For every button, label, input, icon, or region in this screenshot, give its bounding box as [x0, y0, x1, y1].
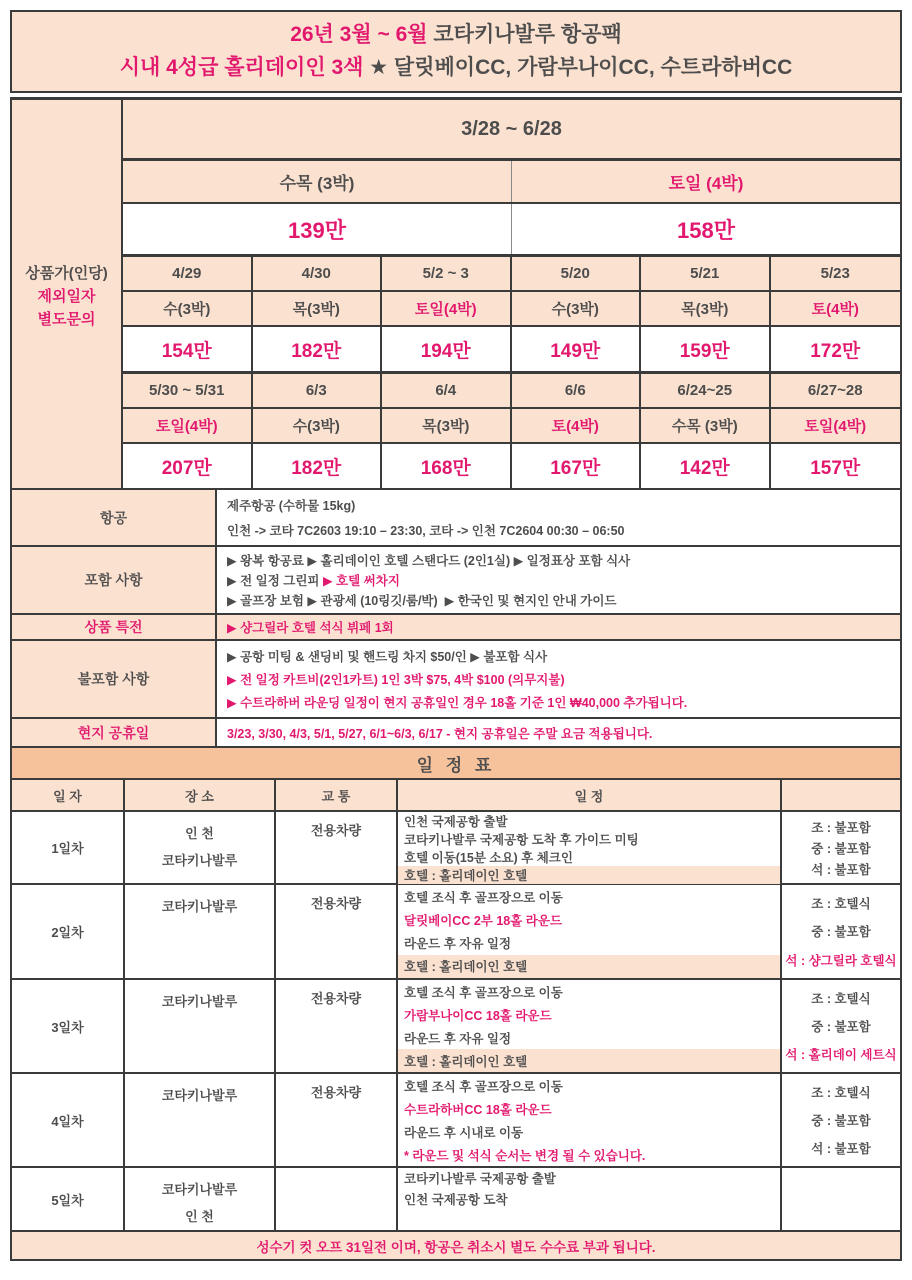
flight-airline: 제주항공 (수하물 15kg): [227, 499, 356, 514]
meal-line: 중 : 불포함: [811, 841, 871, 856]
day-type-cell: 목(3박): [641, 292, 771, 325]
day-type-cell: 토일(4박): [804, 418, 867, 435]
schedule-line: 인천 국제공항 출발: [404, 815, 508, 829]
meal-cell: [782, 812, 900, 883]
included-line: ▶ 왕복 항공료 ▶ 홀리데이인 호텔 스탠다드 (2인1실) ▶ 일정표상 포함 식사: [227, 554, 631, 568]
included-label: 포함 사항: [12, 547, 217, 613]
excluded-dates-label: 제외일자: [37, 288, 96, 305]
schedule-line: [398, 1209, 780, 1230]
itinerary-title: 일 정 표: [12, 748, 900, 780]
date-cell: 6/4: [382, 374, 512, 407]
day-number: 5일차: [12, 1168, 125, 1230]
document-sheet: [10, 10, 902, 1261]
price-cell: 168만: [382, 444, 512, 488]
header-day: 일 자: [12, 780, 125, 810]
meal-line: 석 : 홀리데이 세트식: [785, 1048, 897, 1062]
meal-cell: [782, 1168, 900, 1230]
excluded-content: [217, 641, 900, 717]
title-line-2: [12, 51, 900, 84]
holiday-line: 3/23, 3/30, 4/3, 5/1, 5/27, 6/1~6/3, 6/17 - 현지 공휴일은 주말 요금 적용됩니다.: [227, 726, 653, 741]
price-row-2: [123, 444, 900, 488]
transport-cell: 전용차량: [276, 980, 398, 1072]
golf-round-line: 수트라하버CC 18홀 라운드: [404, 1102, 552, 1117]
title-courses: ★ 달릿베이CC, 가람부나이CC, 수트라하버CC: [363, 56, 793, 79]
date-cell: 6/6: [512, 374, 642, 407]
pricing-table: [10, 97, 902, 490]
title-destination: 코타키나발루 항공팩: [427, 23, 622, 46]
meal-line: 석 : 불포함: [811, 862, 871, 877]
date-cell: 5/2 ~ 3: [382, 257, 512, 290]
day-type-cell: 토일(4박): [123, 409, 253, 442]
day-type-cell: 수(3박): [253, 409, 383, 442]
itinerary-table: [10, 748, 902, 1261]
holiday-content: [217, 719, 900, 746]
benefit-line: ▶ 샹그릴라 호텔 석식 뷔페 1회: [227, 621, 394, 635]
price-cell: 149만: [512, 327, 642, 371]
date-row-1: [123, 257, 900, 292]
cancellation-notice: 성수기 컷 오프 31일전 이며, 항공은 취소시 별도 수수료 부과 됩니다.: [12, 1232, 900, 1259]
hotel-line: 호텔 : 홀리데이인 호텔: [398, 955, 780, 978]
price-cell: 172만: [810, 340, 861, 362]
price-cell: 194만: [382, 327, 512, 371]
holiday-row: [12, 719, 900, 746]
benefit-row: [12, 615, 900, 641]
included-line: ▶ 골프장 보험 ▶ 관광세 (10링깃/룸/박) ▶ 한국인 및 현지인 안내 가이드: [227, 594, 617, 608]
title-line-1: [12, 18, 900, 51]
excluded-label: 불포함 사항: [12, 641, 217, 717]
transport-cell: 전용차량: [276, 1074, 398, 1166]
schedule-line: 라운드 후 시내로 이동: [404, 1125, 524, 1140]
holiday-label: 현지 공휴일: [12, 719, 217, 746]
itinerary-header-row: [12, 780, 900, 812]
transport-cell: [276, 1168, 398, 1230]
base-price-weekend: 158만: [677, 217, 735, 243]
day-number: 4일차: [12, 1074, 125, 1166]
flight-label: 항공: [12, 490, 217, 545]
header-meal: [782, 780, 900, 810]
day-type-cell: 수(3박): [512, 292, 642, 325]
date-cell: 4/30: [253, 257, 383, 290]
hotel-line: 호텔 : 홀리데이인 호텔: [398, 1049, 780, 1072]
place-line: 인 천: [185, 1209, 214, 1224]
transport-cell: 전용차량: [276, 885, 398, 978]
meal-line: 조 : 호텔식: [811, 897, 871, 912]
day-type-cell: 수목 (3박): [641, 409, 771, 442]
base-price-row: [123, 204, 900, 257]
meal-line: 중 : 불포함: [811, 1114, 871, 1128]
meal-line: 조 : 호텔식: [811, 1086, 871, 1100]
base-price-weekday: 139만: [123, 204, 512, 254]
included-row: [12, 547, 900, 615]
place-cell: [125, 1074, 276, 1166]
transport-cell: 전용차량: [276, 812, 398, 883]
schedule-cell: [398, 980, 782, 1072]
meal-cell: [782, 980, 900, 1072]
price-cell: 182만: [253, 444, 383, 488]
golf-round-line: 달릿베이CC 2부 18홀 라운드: [404, 913, 563, 928]
day-type-cell: 목(3박): [382, 409, 512, 442]
excluded-row: [12, 641, 900, 719]
meal-line: 조 : 불포함: [811, 820, 871, 835]
pricing-side-label: [12, 100, 123, 488]
title-box: [10, 10, 902, 93]
date-cell: 5/20: [512, 257, 642, 290]
date-cell: 6/24~25: [641, 374, 771, 407]
itinerary-day-row: [12, 885, 900, 980]
price-cell: 154만: [123, 327, 253, 371]
meal-line: 조 : 호텔식: [811, 992, 871, 1006]
golf-round-line: 가람부나이CC 18홀 라운드: [404, 1008, 552, 1023]
place-line: 코타키나발루: [161, 1088, 238, 1103]
included-line-accent: ▶ 호텔 써차지: [322, 574, 400, 588]
excluded-line: ▶ 공항 미팅 & 샌딩비 및 핸드링 차지 $50/인 ▶ 불포함 식사: [227, 649, 548, 664]
place-line: 코타키나발루: [161, 1182, 238, 1197]
date-cell: 5/23: [820, 265, 850, 282]
day-type-cell: 토(4박): [811, 301, 859, 318]
day-number: 3일차: [12, 980, 125, 1072]
schedule-line: 인천 국제공항 도착: [404, 1193, 508, 1207]
pricing-main: [123, 100, 900, 488]
period-row: 3/28 ~ 6/28: [123, 100, 900, 161]
day-type-cell: 토일(4박): [382, 292, 512, 325]
place-line: 코타키나발루: [161, 994, 238, 1009]
price-row-1: [123, 327, 900, 374]
schedule-line: 호텔 조식 후 골프장으로 이동: [404, 890, 563, 905]
header-schedule: 일 정: [398, 780, 782, 810]
info-table: [10, 490, 902, 748]
title-hotel: 시내 4성급 홀리데이인 3색: [119, 56, 364, 79]
place-cell: [125, 812, 276, 883]
base-day-row: [123, 161, 900, 204]
day-type-row-2: [123, 409, 900, 444]
schedule-cell: [398, 885, 782, 978]
meal-line: 석 : 불포함: [811, 1142, 871, 1156]
day-type-cell: 목(3박): [253, 292, 383, 325]
price-cell: 207만: [123, 444, 253, 488]
schedule-line: 라운드 후 자유 일정: [404, 1031, 512, 1046]
hotel-line: 호텔 : 홀리데이인 호텔: [398, 866, 780, 884]
schedule-line: 호텔 이동(15분 소요) 후 체크인: [404, 851, 573, 865]
schedule-cell: [398, 812, 782, 883]
base-day-weekday: 수목 (3박): [123, 161, 512, 202]
schedule-line: 호텔 조식 후 골프장으로 이동: [404, 1079, 563, 1094]
excluded-line: ▶ 전 일정 카트비(2인1카트) 1인 3박 $75, 4박 $100 (의무지불): [227, 672, 565, 687]
price-per-person-label: 상품가(인당): [25, 265, 108, 282]
date-row-2: [123, 374, 900, 409]
header-transport: 교 통: [276, 780, 398, 810]
price-cell: 182만: [253, 327, 383, 371]
date-cell: 6/3: [253, 374, 383, 407]
meal-cell: [782, 1074, 900, 1166]
place-cell: [125, 980, 276, 1072]
meal-line: 석 : 샹그릴라 호텔식: [785, 953, 897, 968]
notice-line: * 라운드 및 석식 순서는 변경 될 수 있습니다.: [404, 1148, 646, 1163]
meal-line: 중 : 불포함: [811, 925, 871, 940]
header-place: 장 소: [125, 780, 276, 810]
place-line: 코타키나발루: [161, 899, 238, 914]
itinerary-day-row: [12, 1074, 900, 1168]
itinerary-day-row: [12, 812, 900, 885]
date-cell: 6/27~28: [807, 382, 863, 399]
benefit-label: 상품 특전: [12, 615, 217, 639]
schedule-cell: [398, 1074, 782, 1166]
price-cell: 157만: [810, 457, 861, 479]
place-cell: [125, 1168, 276, 1230]
day-number: 1일차: [12, 812, 125, 883]
day-number: 2일차: [12, 885, 125, 978]
schedule-line: 라운드 후 자유 일정: [404, 937, 512, 952]
place-line: 코타키나발루: [161, 853, 238, 868]
included-content: [217, 547, 900, 613]
schedule-line: 코타키나발루 국제공항 출발: [404, 1172, 556, 1187]
itinerary-day-row: [12, 980, 900, 1074]
day-type-cell: 수(3박): [123, 292, 253, 325]
inquiry-label: 별도문의: [37, 311, 96, 328]
included-line-part: ▶ 전 일정 그린피: [227, 574, 323, 588]
excluded-line: ▶ 수트라하버 라운딩 일정이 현지 공휴일인 경우 18홀 기준 1인 ₩40,000 추가됩니다.: [227, 696, 688, 711]
date-cell: 5/21: [641, 257, 771, 290]
base-day-weekend: 토일 (4박): [668, 174, 744, 193]
flight-schedule: 인천 -> 코타 7C2603 19:10 – 23:30, 코타 -> 인천 7C2604 00:30 – 06:50: [227, 523, 625, 538]
title-period: 26년 3월 ~ 6월: [290, 23, 428, 46]
schedule-line: 호텔 조식 후 골프장으로 이동: [404, 985, 563, 1000]
flight-content: [217, 490, 900, 545]
meal-cell: [782, 885, 900, 978]
day-type-cell: 토(4박): [512, 409, 642, 442]
flight-row: [12, 490, 900, 547]
date-cell: 4/29: [123, 257, 253, 290]
place-cell: [125, 885, 276, 978]
date-cell: 5/30 ~ 5/31: [123, 374, 253, 407]
benefit-content: [217, 615, 900, 639]
included-line: [227, 571, 890, 589]
itinerary-day-row: [12, 1168, 900, 1232]
price-cell: 159만: [641, 327, 771, 371]
price-cell: 142만: [641, 444, 771, 488]
day-type-row-1: [123, 292, 900, 327]
schedule-line: 코타키나발루 국제공항 도착 후 가이드 미팅: [404, 833, 639, 847]
place-line: 인 천: [185, 826, 214, 841]
meal-line: 중 : 불포함: [811, 1020, 871, 1034]
schedule-cell: [398, 1168, 782, 1230]
price-cell: 167만: [512, 444, 642, 488]
